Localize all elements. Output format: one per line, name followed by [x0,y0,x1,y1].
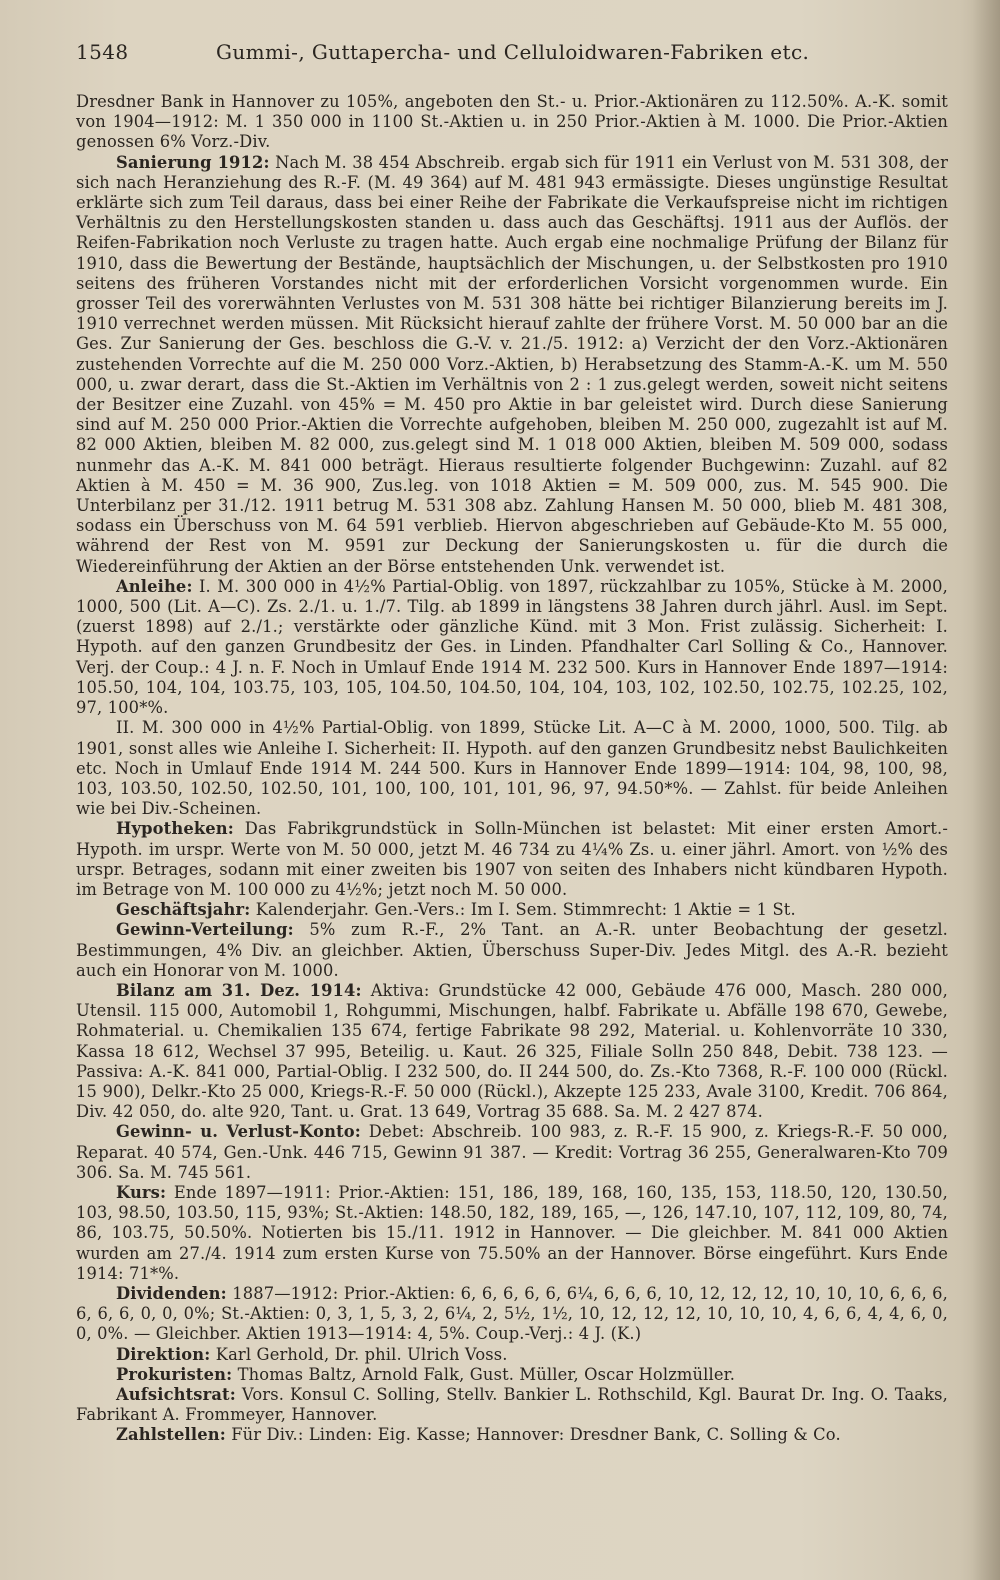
paragraph-text: Aktiva: Grundstücke 42 000, Gebäude 476 000, Masch. 280 000, Utensil. 115 000, Automobil 1, Rohgummi, Mischungen, halbf. Fabrikate u. Abfälle 198 670, Gewebe, Rohmaterial. u. Chemikalien 135 674, fertige Fabrikate 98 292, Material. u. Kohlenvorräte 10 330, Kassa 18 612, Wechsel 37 995, Beteilig. u. Kaut. 26 325, Filiale Solln 250 848, Debit. 738 123. — Passiva: A.-K. 841 000, Partial-Oblig. I 232 500, do. II 244 500, do. Zs.-Kto 7368, R.-F. 100 000 (Rückl. 15 900), Delkr.-Kto 25 000, Kriegs-R.-F. 50 000 (Rückl.), Akzepte 125 233, Avale 3100, Kredit. 706 864, Div. 42 050, do. alte 920, Tant. u. Grat. 13 649, Vortrag 35 688. Sa. M. 2 427 874. [76,980,948,1122]
page-number: 1548 [76,40,129,64]
paragraph-text: Für Div.: Linden: Eig. Kasse; Hannover: Dresdner Bank, C. Solling & Co. [231,1425,841,1445]
paragraph-heading: Anleihe: [116,576,193,596]
paragraph-heading: Zahlstellen: [116,1425,226,1445]
paragraph-heading: Gewinn- u. Verlust-Konto: [116,1122,361,1142]
paragraph-text: Vors. Konsul C. Solling, Stellv. Bankier L. Rothschild, Kgl. Baurat Dr. Ing. O. Taaks, Fabrikant A. Frommeyer, Hannover. [76,1385,948,1425]
paragraph-aufsichtsrat [76,1385,948,1425]
paragraph-heading: Prokuristen: [116,1364,233,1384]
paragraph-sanierung [76,153,948,577]
paragraph-text: 1887—1912: Prior.-Aktien: 6, 6, 6, 6, 6, 6¼, 6, 6, 6, 10, 12, 12, 12, 10, 10, 10, 6, 6, 6, 6, 6, 6, 0, 0, 0%; St.-Aktien: 0, 3, 1, 5, 3, 2, 6¼, 2, 5½, 1½, 10, 12, 12, 12, 10, 10, 10, 4, 6, 6, 4, 4, 6, 0, 0, 0%. — Gleichber. Aktien 1913—1914: 4, 5%. Coup.-Verj.: 4 J. (K.) [76,1283,949,1344]
paragraph-hypotheken [76,819,948,900]
paragraph-zahlstellen [76,1425,948,1445]
paragraph-text: Kalenderjahr. Gen.-Vers.: Im I. Sem. Stimmrecht: 1 Aktie = 1 St. [255,900,796,920]
paragraph-heading: Bilanz am 31. Dez. 1914: [116,980,362,1000]
paragraph-text: Thomas Baltz, Arnold Falk, Gust. Müller, Oscar Holzmüller. [237,1364,736,1384]
paragraph-heading: Direktion: [116,1344,211,1364]
paragraph-heading: Sanierung 1912: [116,152,270,172]
running-title: Gummi-, Guttapercha- und Celluloidwaren-Fabriken etc. [216,40,810,64]
page-edge-shadow [972,0,1000,1580]
paragraph-bilanz [76,981,948,1122]
paragraph-text: Karl Gerhold, Dr. phil. Ulrich Voss. [215,1344,508,1364]
paragraph-text: Dresdner Bank in Hannover zu 105%, angeboten den St.- u. Prior.-Aktionären zu 112.50%. A.-K. somit von 1904—1912: M. 1 350 000 in 1100 St.-Aktien u. in 250 Prior.-Aktien à M. 1000. Die Prior.-Aktien genossen 6% Vorz.-Div. [76,92,948,152]
paragraph-direktion [76,1345,948,1365]
paragraph-text: Debet: Abschreib. 100 983, z. R.-F. 15 900, z. Kriegs-R.-F. 50 000, Reparat. 40 574, Gen.-Unk. 446 715, Gewinn 91 387. — Kredit: Vortrag 36 255, Generalwaren-Kto 709 306. Sa. M. 745 561. [76,1122,948,1182]
paragraph-heading: Geschäftsjahr: [116,900,251,920]
paragraph-anleihe-ii [76,718,948,819]
paragraph-intro [76,92,948,153]
paragraph-heading: Hypotheken: [116,819,234,839]
paragraph-text: Ende 1897—1911: Prior.-Aktien: 151, 186, 189, 168, 160, 135, 153, 118.50, 120, 130.50, 103, 98.50, 103.50, 115, 93%; St.-Aktien: 148.50, 182, 189, 165, —, 126, 147.10, 107, 112, 109, 80, 74, 86, 103.75, 50.50%. Notierten bis 15./11. 1912 in Hannover. — Die gleichber. M. 841 000 Aktien wurden am 27./4. 1914 zum ersten Kurse von 75.50% an der Hannover. Börse eingeführt. Kurs Ende 1914: 71*%. [76,1182,949,1283]
paragraph-text: I. M. 300 000 in 4½% Partial-Oblig. von 1897, rückzahlbar zu 105%, Stücke à M. 2000, 1000, 500 (Lit. A—C). Zs. 2./1. u. 1./7. Tilg. ab 1899 in längstens 38 Jahren durch jährl. Ausl. im Sept. (zuerst 1898) auf 2./1.; verstärkte oder gänzliche Künd. mit 3 Mon. Frist zulässig. Sicherheit: I. Hypoth. auf den ganzen Grundbesitz der Ges. in Linden. Pfandhalter Carl Solling & Co., Hannover. Verj. der Coup.: 4 J. n. F. Noch in Umlauf Ende 1914 M. 232 500. Kurs in Hannover Ende 1897—1914: 105.50, 104, 104, 103.75, 103, 105, 104.50, 104.50, 104, 104, 103, 102, 102.50, 102.75, 102.25, 102, 97, 100*%. [76,576,948,718]
paragraph-gewinn-verteilung [76,920,948,981]
paragraph-anleihe [76,577,948,718]
paragraph-heading: Kurs: [116,1182,167,1202]
page-body [76,92,948,1446]
paragraph-gewinn-verlust [76,1122,948,1183]
paragraph-dividenden [76,1284,948,1345]
paragraph-heading: Dividenden: [116,1283,227,1303]
page-header [76,40,940,64]
paragraph-text: Nach M. 38 454 Abschreib. ergab sich für 1911 ein Verlust von M. 531 308, der sich nach Heranziehung des R.-F. (M. 49 364) auf M. 481 943 ermässigte. Dieses ungünstige Resultat erklärte sich zum Teil daraus, dass bei einer Reihe der Fabrikate die Verkaufspreise nicht im richtigen Verhältnis zu den Herstellungskosten standen u. dass auch das Geschäftsj. 1911 aus der Auflös. der Reifen-Fabrikation noch Verluste zu tragen hatte. Auch ergab eine nochmalige Prüfung der Bilanz für 1910, dass die Bewertung der Bestände, hauptsächlich der Mischungen, u. der Selbstkosten pro 1910 seitens des früheren Vorstandes nicht mit der erforderlichen Vorsicht vorgenommen wurde. Ein grosser Teil des vorerwähnten Verlustes von M. 531 308 hätte bei richtiger Bilanzierung bereits im J. 1910 verrechnet werden müssen. Mit Rücksicht hierauf zahlte der frühere Vorst. M. 50 000 bar an die Ges. Zur Sanierung der Ges. beschloss die G.-V. v. 21./5. 1912: a) Verzicht der den Vorz.-Aktionären zustehenden Vorrechte auf die M. 250 000 Vorz.-Aktien, b) Herabsetzung des Stamm-A.-K. um M. 550 000, u. zwar derart, dass die St.-Aktien im Verhältnis von 2 : 1 zus.gelegt werden, soweit nicht seitens der Besitzer eine Zuzahl. von 45% = M. 450 pro Aktie in bar geleistet wird. Durch diese Sanierung sind auf M. 250 000 Prior.-Aktien die Vorrechte aufgehoben, bleiben M. 250 000, zugezahlt ist auf M. 82 000 Aktien, bleiben M. 82 000, zus.gelegt sind M. 1 018 000 Aktien, bleiben M. 509 000, sodass nunmehr das A.-K. M. 841 000 beträgt. Hieraus resultierte folgender Buchgewinn: Zuzahl. auf 82 Aktien à M. 450 = M. 36 900, Zus.leg. von 1018 Aktien = M. 509 000, zus. M. 545 900. Die Unterbilanz per 31./12. 1911 betrug M. 531 308 abz. Zahlung Hansen M. 50 000, blieb M. 481 308, sodass ein Überschuss von M. 64 591 verblieb. Hiervon abgeschrieben auf Gebäude-Kto M. 55 000, während der Rest von M. 9591 zur Deckung der Sanierungskosten u. für die durch die Wiedereinführung der Aktien an der Börse entstehenden Unk. verwendet ist. [76,152,949,576]
paragraph-geschaeftsjahr [76,900,948,920]
paragraph-heading: Gewinn-Verteilung: [116,920,294,940]
paragraph-text: Das Fabrikgrundstück in Solln-München ist belastet: Mit einer ersten Amort.-Hypoth. im urspr. Werte von M. 50 000, jetzt M. 46 734 zu 4¼% Zs. u. einer jährl. Amort. von ½% des urspr. Betrages, sodann mit einer zweiten bis 1907 von seiten des Inhabers nicht kündbaren Hypoth. im Betrage von M. 100 000 zu 4½%; jetzt noch M. 50 000. [76,819,948,899]
paragraph-kurs [76,1183,948,1284]
paragraph-heading: Aufsichtsrat: [116,1385,236,1404]
paragraph-prokuristen [76,1365,948,1385]
paragraph-text: 5% zum R.-F., 2% Tant. an A.-R. unter Beobachtung der gesetzl. Bestimmungen, 4% Div. an gleichber. Aktien, Überschuss Super-Div. Jedes Mitgl. des A.-R. bezieht auch ein Honorar von M. 1000. [76,920,948,980]
paragraph-text: II. M. 300 000 in 4½% Partial-Oblig. von 1899, Stücke Lit. A—C à M. 2000, 1000, 500. Tilg. ab 1901, sonst alles wie Anleihe I. Sicherheit: II. Hypoth. auf den ganzen Grundbesitz nebst Baulichkeiten etc. Noch in Umlauf Ende 1914 M. 244 500. Kurs in Hannover Ende 1899—1914: 104, 98, 100, 98, 103, 103.50, 102.50, 102.50, 101, 100, 100, 101, 101, 96, 97, 94.50*%. — Zahlst. für beide Anleihen wie bei Div.-Scheinen. [76,718,948,819]
